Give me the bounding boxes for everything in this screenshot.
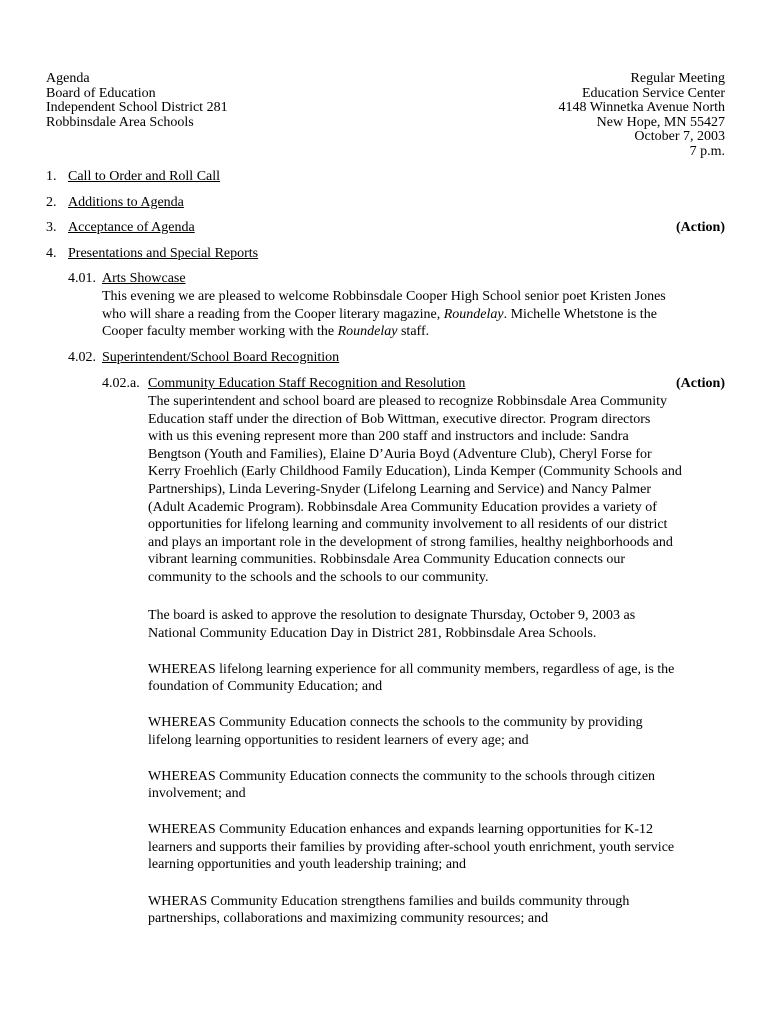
whereas-paragraph-5 [148, 893, 629, 928]
paragraph-line: foundation of Community Education; and [148, 679, 383, 695]
magazine-title: Roundelay [337, 324, 398, 340]
paragraph-line: The superintendent and school board are pleased to recognize Robbinsdale Area Community [148, 394, 668, 409]
item-title: Presentations and Special Reports [68, 245, 259, 261]
arts-description [102, 288, 666, 341]
magazine-title: Roundelay [443, 306, 504, 322]
item-title: Acceptance of Agenda [68, 220, 195, 235]
subitem-arts-showcase [68, 271, 186, 287]
paragraph-line: opportunities for lifelong learning and community involvement to all residents of our district [148, 517, 668, 533]
header-right-line: Regular Meeting [630, 71, 725, 86]
paragraph-line: learners and supports their families by providing after-school youth enrichment, youth service [148, 839, 675, 855]
paragraph-line: lifelong learning opportunities to resident learners of every age; and [148, 732, 529, 748]
paragraph-line: partnerships, collaborations and maximizing community resources; and [148, 911, 549, 927]
text-run: staff. [397, 324, 430, 340]
action-label: (Action) [676, 376, 725, 391]
paragraph-line: Education staff under the direction of Bob Wittman, executive director. Program directors [148, 411, 651, 427]
header-left-line: Independent School District 281 [46, 100, 228, 115]
community-paragraph-2 [148, 607, 635, 642]
community-paragraph-1 [148, 393, 682, 587]
paragraph-line: This evening we are pleased to welcome Robbinsdale Cooper High School senior poet Kristen Jones [102, 289, 666, 304]
text-run: who will share a reading from the Cooper literary magazine, [102, 306, 444, 322]
header-left-line: Board of Education [46, 85, 156, 101]
item-title: Additions to Agenda [68, 194, 184, 210]
subitem-number: 4.02. [68, 350, 96, 365]
whereas-paragraph-2 [148, 714, 643, 749]
subitem-title: Arts Showcase [102, 271, 186, 286]
header-right-line: 7 p.m. [689, 143, 725, 159]
agenda-item-call-to-order [46, 169, 220, 185]
header-left-line: Robbinsdale Area Schools [46, 114, 194, 130]
header-right-line: October 7, 2003 [634, 129, 725, 144]
paragraph-line: WHEREAS Community Education connects the community to the schools through citizen [148, 768, 656, 784]
agenda-item-acceptance [46, 220, 195, 236]
text-run: Cooper faculty member working with the [102, 324, 338, 340]
paragraph-line [102, 323, 666, 341]
item-number: 1. [46, 169, 57, 184]
header-left-block [46, 72, 228, 130]
paragraph-line: learning opportunities and youth leadership training; and [148, 857, 467, 873]
subitem-title: Community Education Staff Recognition and Resolution [148, 376, 466, 391]
header-right-line: 4148 Winnetka Avenue North [558, 100, 725, 115]
paragraph-line: and plays an important role in the development of strong families, healthy neighborhoods and [148, 534, 673, 550]
paragraph-line [102, 306, 666, 324]
paragraph-line: community to the schools and the schools to our community. [148, 569, 489, 585]
header-left-line: Agenda [46, 71, 90, 86]
whereas-paragraph-3 [148, 768, 655, 803]
paragraph-line: Kerry Froehlich (Early Childhood Family Education), Linda Kemper (Community Schools and [148, 464, 682, 480]
paragraph-line: WHEREAS Community Education connects the schools to the community by providing [148, 715, 643, 730]
header-right-block [559, 72, 726, 159]
whereas-paragraph-1 [148, 661, 674, 696]
item-number: 2. [46, 194, 57, 210]
subitem-community-education [102, 376, 465, 392]
agenda-item-presentations [46, 246, 258, 262]
paragraph-line: (Adult Academic Program). Robbinsdale Area Community Education provides a variety of [148, 499, 657, 515]
text-run: . Michelle Whetstone is the [503, 306, 657, 322]
paragraph-line: National Community Education Day in District 281, Robbinsdale Area Schools. [148, 625, 597, 641]
item-number: 3. [46, 220, 57, 235]
paragraph-line: The board is asked to approve the resolution to designate Thursday, October 9, 2003 as [148, 608, 636, 623]
agenda-item-additions [46, 195, 184, 211]
item-number: 4. [46, 245, 57, 261]
paragraph-line: vibrant learning communities. Robbinsdale Area Community Education connects our [148, 552, 626, 568]
header-right-line: Education Service Center [581, 85, 725, 101]
paragraph-line: WHEREAS lifelong learning experience for all community members, regardless of age, is the [148, 661, 675, 677]
paragraph-line: WHEREAS Community Education enhances and expands learning opportunities for K-12 [148, 822, 654, 837]
paragraph-line: involvement; and [148, 786, 246, 802]
paragraph-line: Bengtson (Youth and Families), Elaine D’Auria Boyd (Adventure Club), Cheryl Forse for [148, 446, 652, 462]
subitem-number: 4.02.a. [102, 376, 140, 391]
action-label: (Action) [676, 220, 725, 235]
paragraph-line: with us this evening represent more than 200 staff and instructors and include: Sandra [148, 429, 629, 445]
whereas-paragraph-4 [148, 821, 674, 874]
header-right-line: New Hope, MN 55427 [596, 114, 725, 130]
paragraph-line: Partnerships), Linda Levering-Snyder (Lifelong Learning and Service) and Nancy Palmer [148, 481, 652, 497]
subitem-recognition [68, 350, 339, 366]
item-title: Call to Order and Roll Call [68, 169, 221, 184]
subitem-title: Superintendent/School Board Recognition [102, 350, 340, 365]
paragraph-line: WHERAS Community Education strengthens families and builds community through [148, 893, 630, 909]
subitem-number: 4.01. [68, 271, 96, 286]
